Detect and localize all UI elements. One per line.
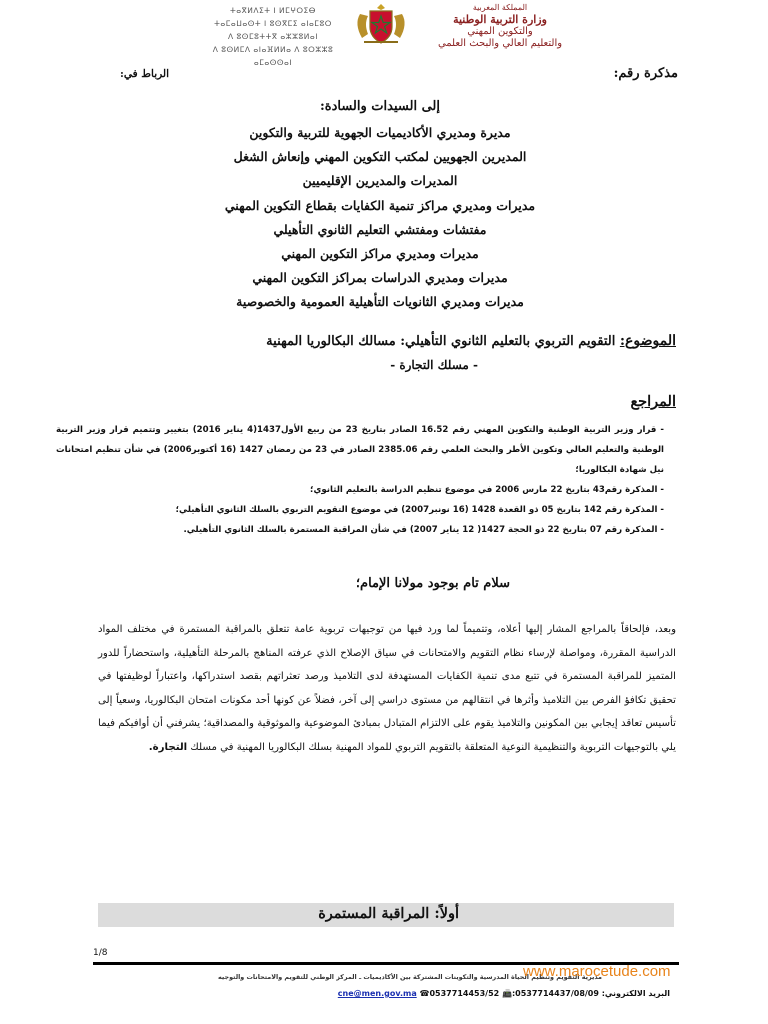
subject-line bbox=[266, 333, 676, 349]
ministry-name-line: وزارة التربية الوطنية bbox=[453, 13, 547, 26]
section-heading-bar bbox=[98, 903, 674, 927]
addressee-line: مفتشات ومفتشي التعليم الثانوي التأهيلي bbox=[273, 221, 487, 237]
tifinagh-line: ⵜⴰⴳⵍⴷⵉⵜ ⵏ ⵍⵎⵖⵔⵉⴱ bbox=[230, 6, 316, 15]
royal-coat-of-arms-icon bbox=[352, 2, 410, 46]
addressee-line: مديرات ومديري مراكز التكوين المهني bbox=[281, 246, 479, 262]
body-text: وبعد، فإلحاقاً بالمراجع المشار إليها أعلاه، وتتميماً لما ورد فيها من توجيهات تربوية عامة تتعلق بالمراقبة المستمرة في مختلف المواد الدراسية المقررة، ومواصلة لإرساء نظام التقويم والامتحانات في سياق الإصلاح الذي عرفته المناهج بالمرحلة التأهيلية، واستحضاراً للدور المتميز للمراقبة المستمرة في تتبع مدى تنمية الكفايات المستهدفة لدى التلاميذ ورصد تعثراتهم بقصد استدراكها، واعتباراً لوظيفتها في تحقيق تكافؤ الفرص بين التلاميذ وأثرها في انتقالهم من مستوى دراسي إلى آخر، فضلاً عن كونها أحد مكونات امتحان البكالوريا، وسعياً إلى تأسيس تعاقد إيجابي بين المكونين والتلاميذ يقوم على الالتزام المتبادل بمبادئ الموضوعية والموثوقية والمصداقية؛ يشرفني أن أوافيكم فيما يلي بالتوجيهات التربوية والتنظيمية النوعية المتعلقة بالتقويم التربوي للمواد المهنية بسلك البكالوريا المهنية في مسلك bbox=[98, 624, 676, 753]
tifinagh-header bbox=[198, 4, 348, 69]
subject-track: - مسلك التجارة - bbox=[390, 358, 478, 372]
ministry-name-line: والتكوين المهني bbox=[467, 26, 533, 37]
addressee-line: مديرات ومديري الثانويات التأهيلية العمومية والخصوصية bbox=[236, 294, 524, 310]
ministry-name-line: والتعليم العالي والبحث العلمي bbox=[437, 38, 563, 49]
phone-number: ☎0537714453/52 bbox=[419, 989, 500, 998]
addressee-line: مديرة ومديري الأكاديميات الجهوية للتربية والتكوين bbox=[249, 125, 511, 140]
tifinagh-line: ⵜⴰⵎⴰⵡⴰⵙⵜ ⵏ ⵓⵙⴳⵎⵉ ⴰⵏⴰⵎⵓⵔ bbox=[214, 19, 332, 28]
references-list bbox=[56, 420, 664, 540]
addressee-line: المديرين الجهويين لمكتب التكوين المهني وإنعاش الشغل bbox=[233, 149, 527, 165]
watermark-link[interactable]: www.marocetude.com bbox=[523, 963, 671, 980]
page-number: 1/8 bbox=[93, 948, 108, 958]
references-title: المراجع bbox=[630, 393, 676, 410]
email-label: البريد الالكتروني: bbox=[601, 989, 670, 998]
subject-text: التقويم التربوي بالتعليم الثانوي التأهيلي: مسالك البكالوريا المهنية bbox=[266, 334, 620, 349]
fax-number: 📠:0537714437/08/09 bbox=[502, 989, 599, 998]
addressees-intro: إلى السيدات والسادة: bbox=[319, 99, 441, 114]
subject-label: الموضوع: bbox=[619, 333, 676, 349]
greeting: سلام تام بوجود مولانا الإمام؛ bbox=[355, 576, 510, 591]
body-paragraph bbox=[98, 618, 676, 760]
email-link[interactable]: cne@men.gov.ma bbox=[337, 989, 417, 998]
arabic-ministry-header bbox=[420, 2, 580, 50]
addressees-block bbox=[140, 93, 620, 315]
rabat-date-label: الرباط في: bbox=[120, 68, 170, 80]
reference-item: - المذكرة رقم 142 بتاريخ 05 ذو القعدة 1428 (16 نونبر2007) في موضوع التقويم التربوي بالسلك الثانوي التأهيلي؛ bbox=[175, 505, 664, 515]
tifinagh-line: ⴷ ⵓⵙⵍⵎⴷ ⴰⵏⴰⴼⵍⵍⴰ ⴷ ⵓⵔⵣⵣⵓ ⴰⵎⴰⵙⵙⴰⵏ bbox=[212, 45, 334, 67]
kingdom-name: المملكة المغربية bbox=[472, 3, 528, 12]
footer-department: مديرية التقويم وتنظيم الحياة المدرسية والتكوينات المشتركة بين الأكاديميات ـ المركز الوطني للتقويم والامتحانات والتوجيه bbox=[217, 973, 602, 981]
memo-number-label: مذكرة رقم: bbox=[613, 66, 678, 81]
section-title: أولاً: المراقبة المستمرة bbox=[318, 905, 459, 922]
footer-contact bbox=[170, 989, 670, 998]
reference-item: - المذكرة رقم 07 بتاريخ 22 ذو الحجة 1427( 12 يناير 2007) في شأن المراقبة المستمرة بالسلك الثانوي التأهيلي. bbox=[183, 525, 664, 535]
reference-item: - المذكرة رقم43 بتاريخ 22 مارس 2006 في موضوع تنظيم الدراسة بالتعليم الثانوي؛ bbox=[310, 485, 664, 495]
addressee-line: مديرات ومديري الدراسات بمراكز التكوين المهني bbox=[252, 270, 508, 286]
addressee-line: المديرات والمديرين الإقليميين bbox=[302, 173, 458, 189]
body-bold-end: التجارة. bbox=[148, 741, 188, 753]
reference-item: - قرار وزير التربية الوطنية والتكوين المهني رقم 16.52 الصادر بتاريخ 23 من ربيع الأول1437(4 يناير 2016) بتغيير وتتميم قرار وزير التربية الوطنية والتعليم العالي وتكوين الأطر والبحث العلمي رقم 2385.06 الصادر في 23 من رمضان 1427 (16 أكتوبر2006) في شأن تنظيم امتحانات نيل شهادة البكالوريا؛ bbox=[56, 425, 664, 475]
tifinagh-line: ⴷ ⵓⵙⵎⵓⵜⵜⴳ ⴰⵣⵣⵓⵍⴰⵏ bbox=[228, 32, 318, 41]
addressee-line: مديرات ومديري مراكز تنمية الكفايات بقطاع التكوين المهني bbox=[224, 197, 536, 213]
